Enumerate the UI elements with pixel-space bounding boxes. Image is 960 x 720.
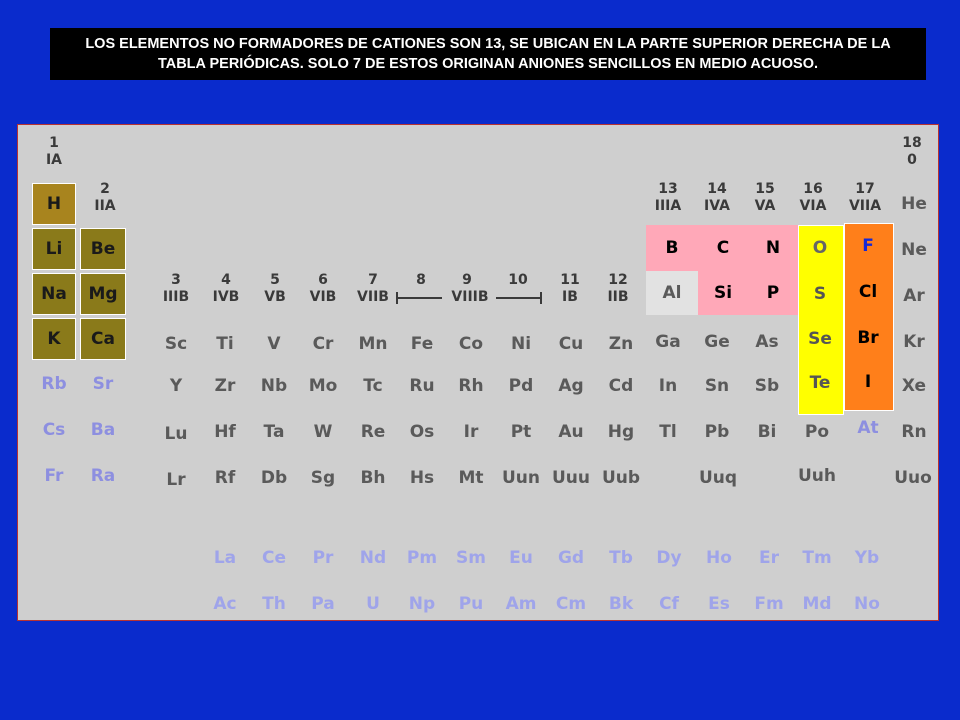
element-pa: Pa <box>311 594 335 614</box>
element-in: In <box>658 376 678 396</box>
element-tl: Tl <box>659 422 677 442</box>
element-se: Se <box>808 329 832 349</box>
group-18-header: 18 0 <box>902 135 922 168</box>
element-md: Md <box>802 594 832 614</box>
group-4-header: 4 IVB <box>212 272 240 305</box>
element-uuu: Uuu <box>551 468 590 488</box>
element-u: U <box>366 594 380 614</box>
group-2-header: 2 IIA <box>94 181 116 214</box>
element-mg: Mg <box>80 273 126 315</box>
element-k: K <box>32 318 76 360</box>
element-th: Th <box>262 594 286 614</box>
element-hf: Hf <box>214 422 236 442</box>
element-rh: Rh <box>458 376 484 396</box>
bracket-tick-right <box>540 292 542 304</box>
element-uuo: Uuo <box>894 468 932 488</box>
element-no: No <box>854 594 880 614</box>
element-tb: Tb <box>609 548 633 568</box>
periodic-table <box>17 124 939 621</box>
group-16-header: 16 VIA <box>799 181 827 214</box>
element-tm: Tm <box>802 548 832 568</box>
element-sc: Sc <box>164 334 188 354</box>
element-ga: Ga <box>655 332 681 352</box>
element-nd: Nd <box>359 548 387 568</box>
element-pb: Pb <box>704 422 730 442</box>
group-1-header: 1 IA <box>45 135 63 168</box>
element-c: C <box>716 238 730 258</box>
element-lr: Lr <box>166 470 186 490</box>
element-ag: Ag <box>558 376 584 396</box>
element-fm: Fm <box>754 594 784 614</box>
element-rn: Rn <box>901 422 927 442</box>
element-ta: Ta <box>263 422 285 442</box>
element-ac: Ac <box>213 594 237 614</box>
element-rf: Rf <box>214 468 236 488</box>
element-ho: Ho <box>706 548 732 568</box>
element-ti: Ti <box>216 334 234 354</box>
element-es: Es <box>708 594 730 614</box>
element-po: Po <box>804 422 830 442</box>
element-na: Na <box>32 273 76 315</box>
element-br: Br <box>857 328 879 348</box>
group-7-header: 7 VIIB <box>357 272 389 305</box>
element-mo: Mo <box>308 376 338 396</box>
element-eu: Eu <box>509 548 533 568</box>
element-si: Si <box>713 283 733 303</box>
element-v: V <box>267 334 281 354</box>
element-cu: Cu <box>558 334 584 354</box>
element-zr: Zr <box>214 376 236 396</box>
element-pm: Pm <box>406 548 438 568</box>
element-pr: Pr <box>312 548 334 568</box>
element-kr: Kr <box>903 332 925 352</box>
element-ru: Ru <box>409 376 435 396</box>
element-o: O <box>812 238 828 258</box>
element-ce: Ce <box>261 548 286 568</box>
element-b: B <box>665 238 679 258</box>
element-hg: Hg <box>607 422 635 442</box>
group-10-header: 10 <box>508 272 528 288</box>
element-ge: Ge <box>704 332 730 352</box>
element-hs: Hs <box>409 468 435 488</box>
element-ar: Ar <box>903 286 925 306</box>
element-tc: Tc <box>363 376 383 396</box>
element-bh: Bh <box>360 468 386 488</box>
element-h: H <box>32 183 76 225</box>
element-te: Te <box>809 373 831 393</box>
element-db: Db <box>260 468 288 488</box>
bracket-line-right <box>496 297 542 299</box>
element-xe: Xe <box>901 376 927 396</box>
element-lu: Lu <box>164 424 188 444</box>
element-ir: Ir <box>463 422 479 442</box>
group-6-header: 6 VIB <box>309 272 337 305</box>
bracket-line-left <box>396 297 442 299</box>
element-cf: Cf <box>659 594 679 614</box>
group-13-header: 13 IIIA <box>654 181 682 214</box>
group-14-header: 14 IVA <box>704 181 730 214</box>
element-p: P <box>766 283 780 303</box>
group-3-header: 3 IIIB <box>162 272 190 305</box>
element-fe: Fe <box>410 334 434 354</box>
element-as: As <box>755 332 779 352</box>
element-co: Co <box>458 334 484 354</box>
element-w: W <box>313 422 333 442</box>
element-zn: Zn <box>608 334 634 354</box>
element-au: Au <box>558 422 584 442</box>
element-np: Np <box>408 594 436 614</box>
element-ni: Ni <box>510 334 532 354</box>
element-fr: Fr <box>44 466 64 486</box>
element-y: Y <box>169 376 183 396</box>
element-i: I <box>864 372 872 392</box>
element-sg: Sg <box>310 468 336 488</box>
element-sn: Sn <box>704 376 730 396</box>
element-uuh: Uuh <box>797 466 836 486</box>
element-pt: Pt <box>510 422 532 442</box>
element-at: At <box>857 418 879 438</box>
element-nb: Nb <box>260 376 288 396</box>
element-cl: Cl <box>858 282 878 302</box>
element-pu: Pu <box>458 594 484 614</box>
element-ba: Ba <box>90 420 116 440</box>
element-er: Er <box>759 548 779 568</box>
element-gd: Gd <box>557 548 585 568</box>
element-pd: Pd <box>508 376 534 396</box>
element-cm: Cm <box>555 594 587 614</box>
element-ne: Ne <box>901 240 927 260</box>
element-be: Be <box>80 228 126 270</box>
element-n: N <box>765 238 781 258</box>
element-cs: Cs <box>42 420 66 440</box>
element-uun: Uun <box>501 468 540 488</box>
element-am: Am <box>505 594 537 614</box>
element-uuq: Uuq <box>698 468 738 488</box>
element-ca: Ca <box>80 318 126 360</box>
element-mn: Mn <box>358 334 388 354</box>
element-la: La <box>213 548 237 568</box>
group-17-header: 17 VIIA <box>848 181 882 214</box>
element-bk: Bk <box>608 594 634 614</box>
element-rb: Rb <box>41 374 67 394</box>
element-dy: Dy <box>656 548 682 568</box>
group-11-header: 11 IB <box>560 272 580 305</box>
element-os: Os <box>409 422 435 442</box>
element-cd: Cd <box>608 376 634 396</box>
group-15-header: 15 VA <box>754 181 776 214</box>
element-mt: Mt <box>458 468 484 488</box>
element-ra: Ra <box>90 466 116 486</box>
element-he: He <box>901 194 927 214</box>
element-uub: Uub <box>601 468 641 488</box>
element-sm: Sm <box>456 548 486 568</box>
group-8-10-roman: VIIIB <box>451 289 489 305</box>
element-cr: Cr <box>312 334 334 354</box>
group-8-header: 8 <box>416 272 426 288</box>
element-bi: Bi <box>757 422 777 442</box>
element-sr: Sr <box>92 374 114 394</box>
element-li: Li <box>32 228 76 270</box>
element-sb: Sb <box>754 376 780 396</box>
caption-banner: LOS ELEMENTOS NO FORMADORES DE CATIONES SON 13, SE UBICAN EN LA PARTE SUPERIOR DERECHA DE LA TABLA PERIÓDICAS. SOLO 7 DE ESTOS ORIGINAN ANIONES SENCILLOS EN MEDIO ACUOSO. <box>50 28 926 80</box>
element-f: F <box>862 236 874 256</box>
element-re: Re <box>360 422 386 442</box>
group-5-header: 5 VB <box>264 272 286 305</box>
group-12-header: 12 IIB <box>607 272 629 305</box>
element-yb: Yb <box>854 548 880 568</box>
element-s: S <box>813 284 827 304</box>
element-al: Al <box>662 283 682 303</box>
group-9-header: 9 <box>462 272 472 288</box>
